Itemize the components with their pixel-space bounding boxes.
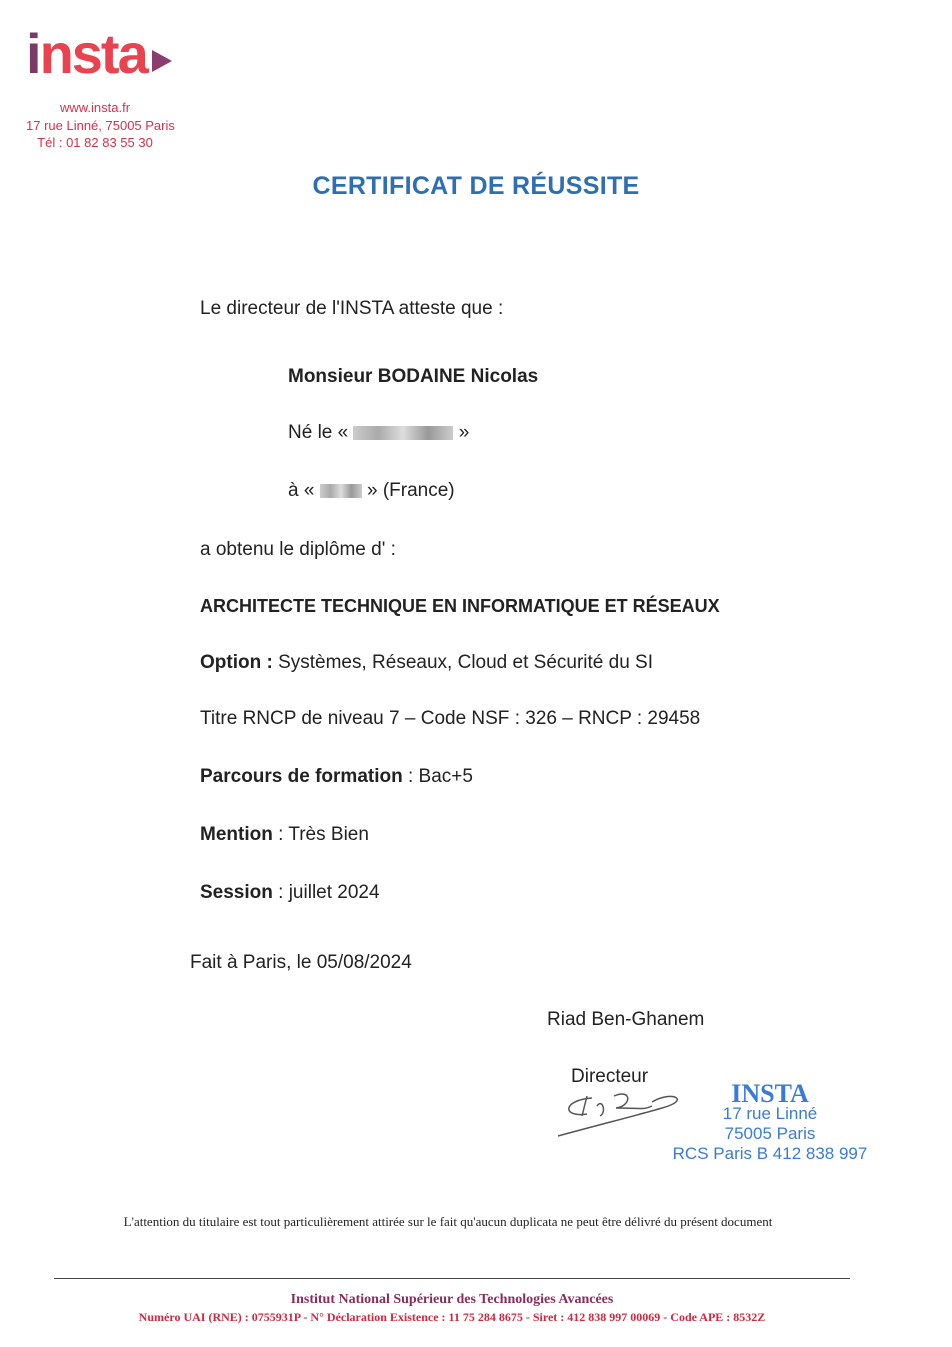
footer-divider <box>54 1278 850 1279</box>
option-label: Option : <box>200 652 273 673</box>
birth-date <box>288 422 469 444</box>
signatory-name: Riad Ben-Ghanem <box>547 1009 705 1030</box>
stamp-line3: RCS Paris B 412 838 997 <box>672 1144 868 1163</box>
stamp-line2: 75005 Paris <box>724 1124 816 1143</box>
birth-place <box>288 480 455 502</box>
footer-institution: Institut National Supérieur des Technologies Avancées <box>290 1292 614 1307</box>
obtained-text: a obtenu le diplôme d' : <box>200 539 396 560</box>
date-place: Fait à Paris, le 05/08/2024 <box>190 952 412 973</box>
session <box>200 882 380 904</box>
logo-play-icon <box>152 50 172 72</box>
website: www.insta.fr <box>59 100 131 115</box>
redacted-place <box>320 484 362 498</box>
duplicate-notice: L'attention du titulaire est tout particulièrement attirée sur le fait qu'aucun duplicata ne peut être délivré du présent document <box>123 1214 773 1229</box>
mention-value: : Très Bien <box>272 824 369 845</box>
institution-stamp <box>660 1079 880 1164</box>
session-value: : juillet 2024 <box>272 882 380 903</box>
rncp: Titre RNCP de niveau 7 – Code NSF : 326 – RNCP : 29458 <box>200 708 701 729</box>
stamp-line1: 17 rue Linné <box>722 1104 818 1123</box>
phone: Tél : 01 82 83 55 30 <box>37 135 153 150</box>
born-prefix: Né le « <box>288 422 349 443</box>
session-label: Session <box>200 882 273 903</box>
intro: Le directeur de l'INSTA atteste que : <box>200 298 504 319</box>
parcours-value: : Bac+5 <box>402 766 473 787</box>
mention <box>200 824 369 846</box>
place-suffix: » (France) <box>366 480 455 501</box>
parcours-label: Parcours de formation <box>200 766 403 787</box>
born-suffix: » <box>458 422 470 443</box>
insta-logo <box>26 24 147 84</box>
logo-text: nsta <box>39 22 147 85</box>
diploma-title: ARCHITECTE TECHNIQUE EN INFORMATIQUE ET RÉSEAUX <box>200 596 720 616</box>
recipient-name: Monsieur BODAINE Nicolas <box>288 366 539 387</box>
mention-label: Mention <box>200 824 273 845</box>
signatory-role: Directeur <box>571 1066 649 1087</box>
page-title: CERTIFICAT DE RÉUSSITE <box>312 172 640 200</box>
footer-details: Numéro UAI (RNE) : 0755931P - N° Déclaration Existence : 11 75 284 8675 - Siret : 412 838 997 00069 - Code APE : 8532Z <box>138 1310 766 1324</box>
header-address <box>26 99 175 152</box>
address: 17 rue Linné, 75005 Paris <box>26 117 175 133</box>
place-prefix: à « <box>288 480 315 501</box>
option-value: Systèmes, Réseaux, Cloud et Sécurité du SI <box>272 652 653 673</box>
stamp-title: INSTA <box>731 1079 809 1108</box>
logo-letter-i: i <box>26 22 40 85</box>
option <box>200 652 653 674</box>
redacted-date <box>353 426 453 440</box>
parcours <box>200 766 473 788</box>
